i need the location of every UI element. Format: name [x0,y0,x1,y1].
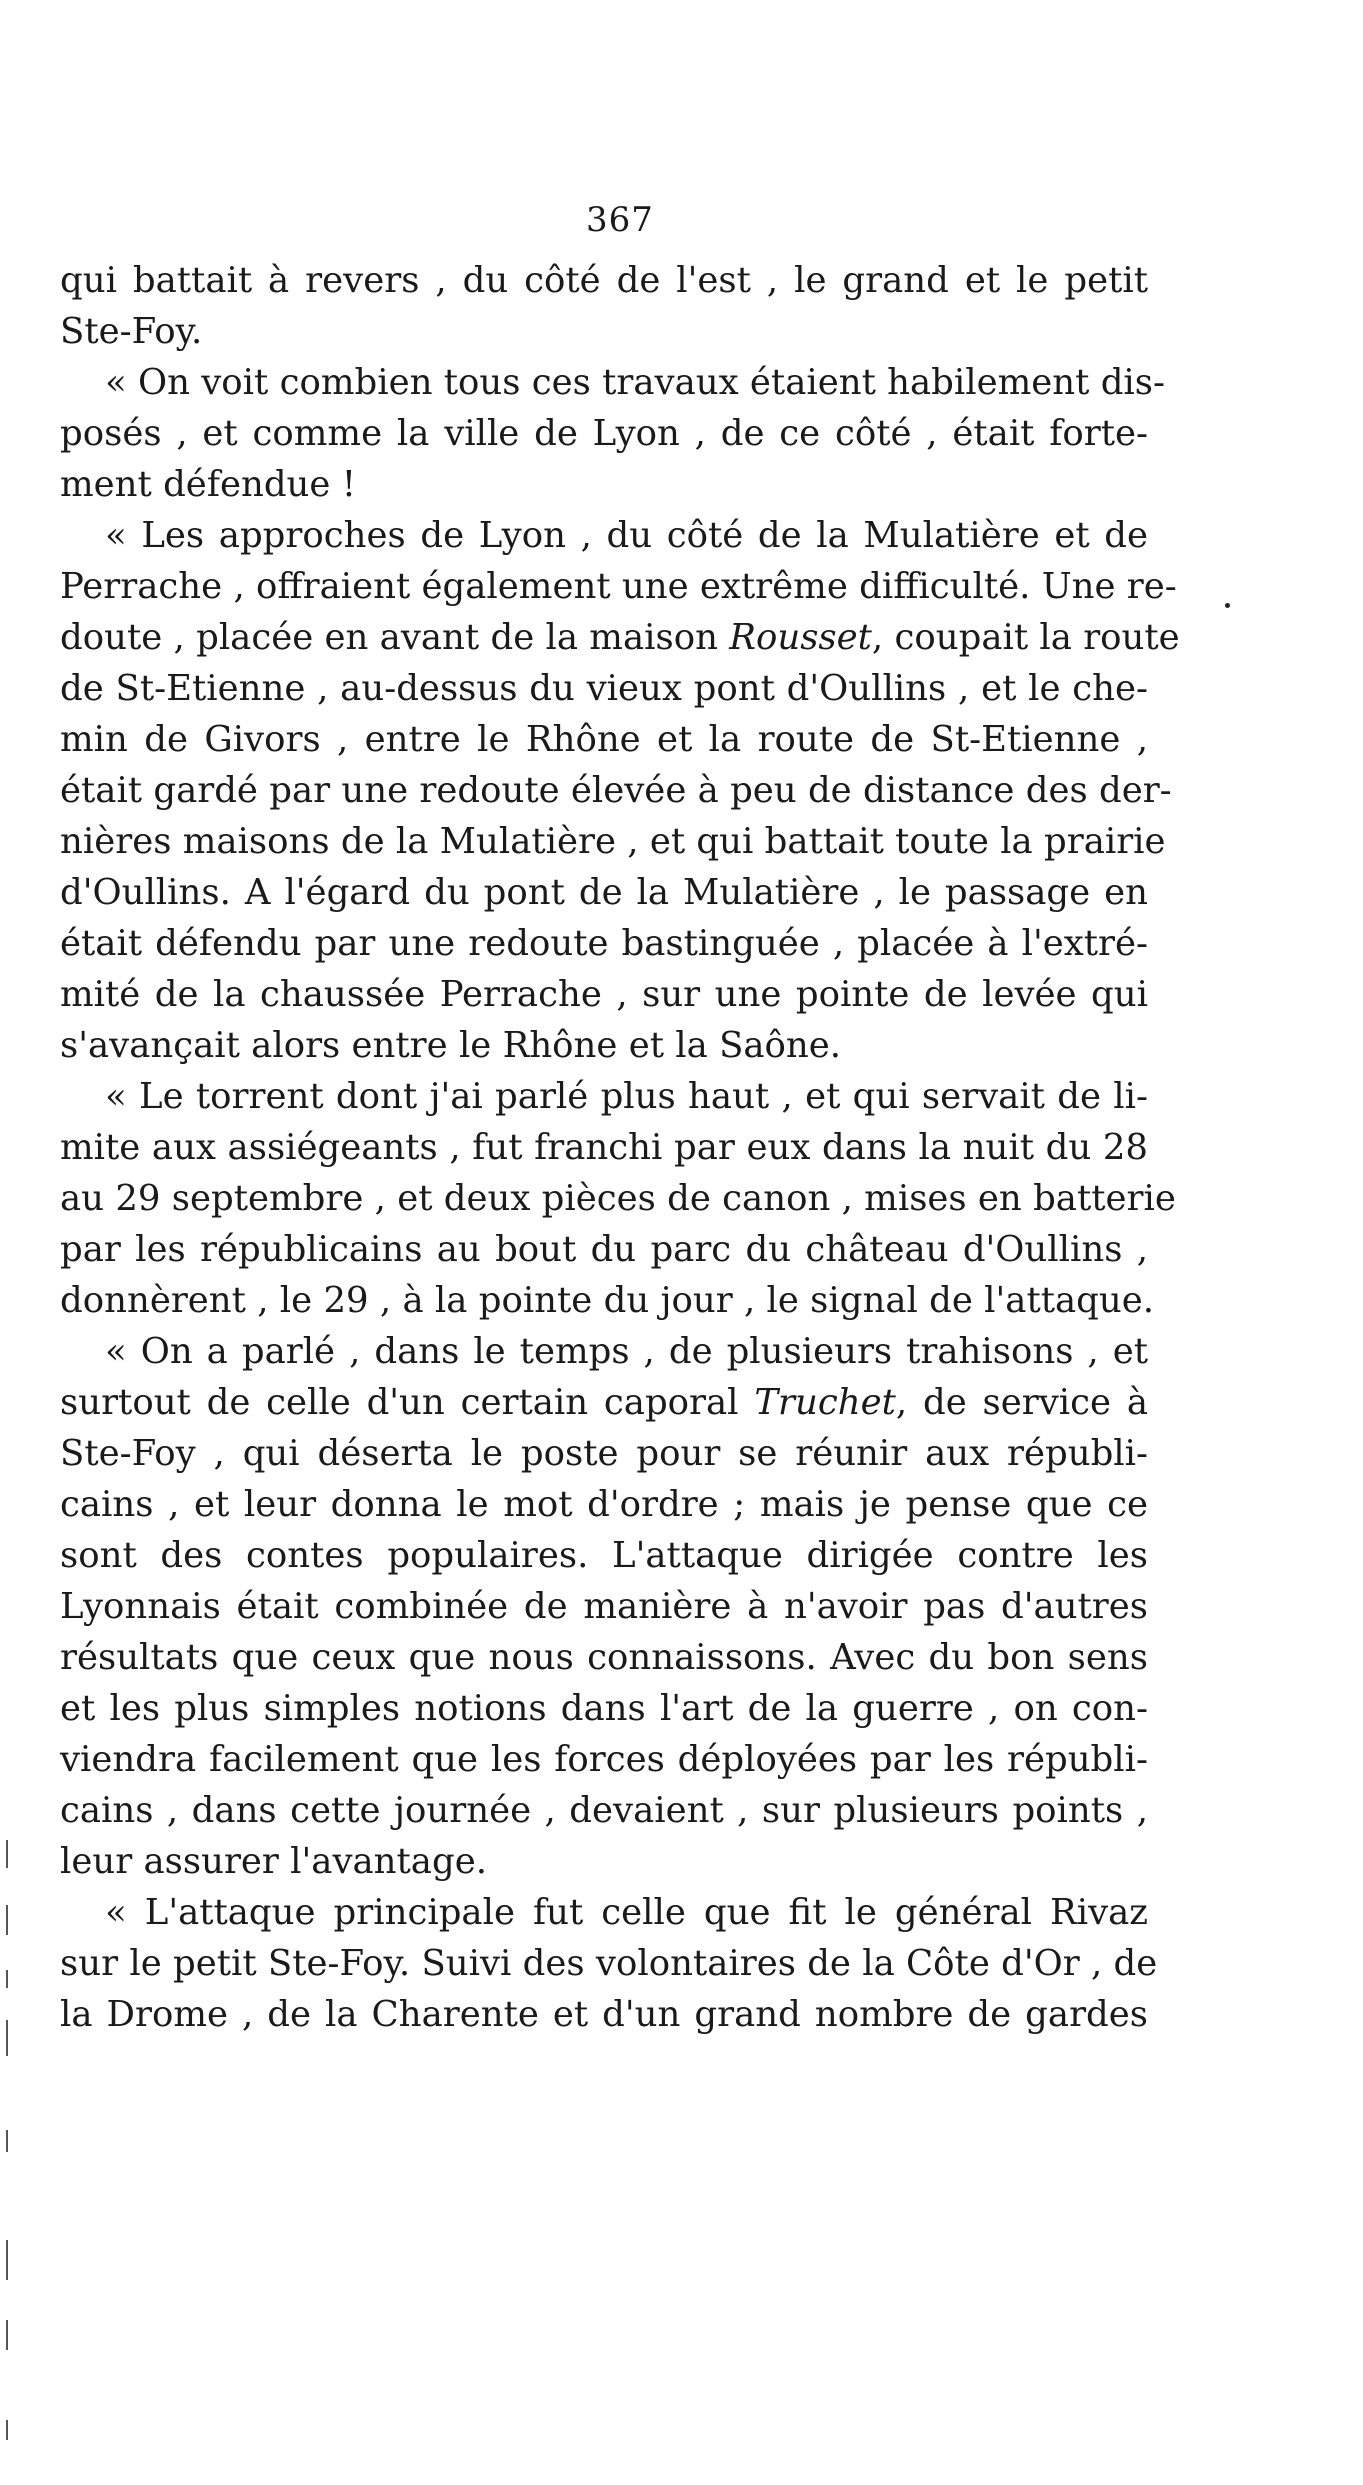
text-run: , coupait la route [871,617,1180,658]
text-line: Ste-Foy , qui déserta le poste pour se réunir aux républi- [60,1433,1148,1474]
text-line: cains , et leur donna le mot d'ordre ; mais je pense que ce [60,1484,1148,1525]
text-line: de St-Etienne , au-dessus du vieux pont d'Oullins , et le che- [60,668,1148,709]
scan-mark [6,2240,8,2280]
text-line: cains , dans cette journée , devaient , sur plusieurs points , [60,1790,1148,1831]
text-line: nières maisons de la Mulatière , et qui battait toute la prairie [60,821,1166,862]
text-line: qui battait à revers , du côté de l'est , le grand et le petit [60,260,1148,301]
text-line-mixed [60,1377,1148,1428]
text-line: « On a parlé , dans le temps , de plusieurs trahisons , et [105,1331,1148,1372]
text-line: Perrache , offraient également une extrême difficulté. Une re- [60,566,1177,607]
text-line: Ste-Foy. [60,311,203,352]
text-line: par les républicains au bout du parc du château d'Oullins , [60,1229,1148,1270]
text-run: surtout de celle d'un certain caporal [60,1382,739,1423]
text-line: la Drome , de la Charente et d'un grand nombre de gardes [60,1994,1148,2035]
text-line: s'avançait alors entre le Rhône et la Saône. [60,1025,842,1066]
text-line: au 29 septembre , et deux pièces de canon , mises en batterie [60,1178,1176,1219]
text-line: était gardé par une redoute élevée à peu de distance des der- [60,770,1172,811]
text-line: sont des contes populaires. L'attaque dirigée contre les [60,1535,1148,1576]
text-line: et les plus simples notions dans l'art de la guerre , on con- [60,1688,1148,1729]
text-line-mixed [60,612,1180,663]
text-line: « Les approches de Lyon , du côté de la Mulatière et de [105,515,1148,556]
text-line: « On voit combien tous ces travaux étaient habilement dis- [105,362,1165,403]
scan-mark [6,1905,8,1935]
scan-mark [6,2020,8,2056]
text-line: résultats que ceux que nous connaissons. Avec du bon sens [60,1637,1148,1678]
text-line: leur assurer l'avantage. [60,1841,487,1882]
text-line: était défendu par une redoute bastinguée , placée à l'extré- [60,923,1148,964]
text-line: sur le petit Ste-Foy. Suivi des volontaires de la Côte d'Or , de [60,1943,1158,1984]
text-run: , de service à [895,1382,1148,1423]
scan-mark [6,1970,8,1988]
scan-margin-marks [6,1840,10,2440]
scan-mark [6,1840,8,1868]
text-line: donnèrent , le 29 , à la pointe du jour , le signal de l'attaque. [60,1280,1155,1321]
scan-mark [6,2420,8,2440]
text-line: mite aux assiégeants , fut franchi par eux dans la nuit du 28 [60,1127,1148,1168]
text-line: ment défendue ! [60,464,356,505]
text-line: d'Oullins. A l'égard du pont de la Mulatière , le passage en [60,872,1148,913]
text-line: mité de la chaussée Perrache , sur une pointe de levée qui [60,974,1148,1015]
scan-speck [1225,603,1230,608]
text-line: posés , et comme la ville de Lyon , de ce côté , était forte- [60,413,1148,454]
text-run: doute , placée en avant de la maison [60,617,718,658]
italic-name-rousset: Rousset [729,617,872,658]
body-text [60,255,1180,2040]
text-line: min de Givors , entre le Rhône et la route de St-Etienne , [60,719,1148,760]
text-line: viendra facilement que les forces déployées par les républi- [60,1739,1148,1780]
scan-mark [6,2130,8,2152]
text-line: « L'attaque principale fut celle que fit le général Rivaz [105,1892,1148,1933]
scan-mark [6,2320,8,2350]
text-line: « Le torrent dont j'ai parlé plus haut , et qui servait de li- [105,1076,1148,1117]
italic-name-truchet: Truchet [754,1382,896,1423]
text-line: Lyonnais était combinée de manière à n'avoir pas d'autres [60,1586,1148,1627]
page-number: 367 [586,200,654,240]
